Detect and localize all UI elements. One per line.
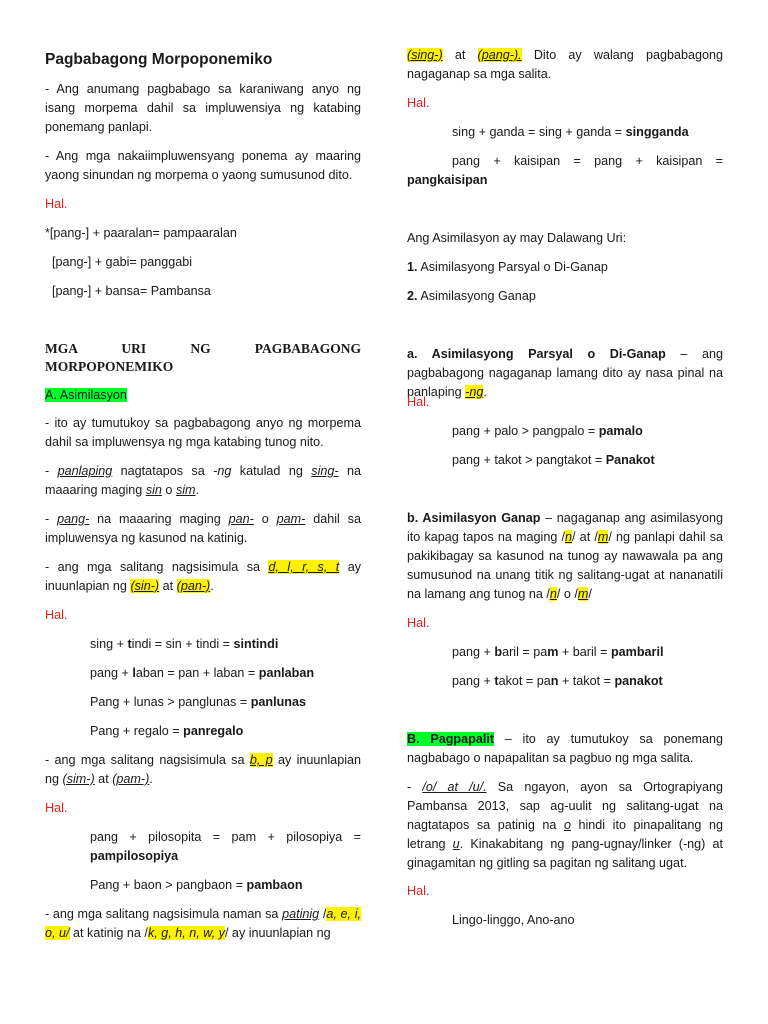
example-pampilosopiya-line1: pang + pilosopita = pam + pilosopiya = [90, 830, 361, 844]
hal-label: Hal. [45, 608, 68, 622]
hal-label: Hal. [407, 616, 430, 630]
example-panakot: pang + takot > pangtakot = Panakot [452, 453, 655, 467]
rule-dlrst: - ang mga salitang nagsisimula sa d, l, r, s, t ay inuunlapian ng (sin-) at (pan-). [45, 560, 361, 593]
rule-patinig: - ang mga salitang nagsisimula naman sa patinig /a, e, i, o, u/ at katinig na /k, g, h, n, w, y/ ay inuunlapian ng [45, 907, 361, 940]
example-singganda: sing + ganda = sing + ganda = singganda [452, 125, 689, 139]
dalawang-uri-heading: Ang Asimilasyon ay may Dalawang Uri: [407, 231, 627, 245]
hal-label: Hal. [407, 884, 430, 898]
example-sintindi: sing + tindi = sin + tindi = sintindi [90, 637, 279, 651]
example-2: [pang-] + gabi= panggabi [52, 255, 193, 269]
example-pangkaisipan-line1: pang + kaisipan = pang + kaisipan = [452, 154, 723, 168]
definition-2: - Ang mga nakaiimpluwensyang ponema ay maaring yaong sinundan ng morpema o yaong sumusunod dito. [45, 149, 361, 182]
rule-pang: - pang- na maaaring maging pan- o pam- dahil sa impluwensya ng kasunod na katinig. [45, 512, 361, 545]
section-heading-line1: MGA URI NG PAGBABAGONG [45, 341, 361, 356]
ganap-definition: b. Asimilasyon Ganap – nagaganap ang asimilasyong ito kapag tapos na maging /n/ at /m/ ng panlapi dahil sa pakikibagay sa kasunod na tunog ay nawawala pa ang sumusunod na unang titik ng salitang-ugat at nananatili na lamang ang tunog na /n/ o /m/ [407, 511, 723, 601]
section-heading-line2: MORPOPONEMIKO [45, 359, 174, 374]
example-pampilosopiya-result: pampilosopiya [90, 849, 179, 863]
definition-1: - Ang anumang pagbabago sa karaniwang anyo ng isang morpema dahil sa impluwensiya ng katabing ponemang panlapi. [45, 82, 361, 134]
pagpapalit-definition: B. Pagpapalit – ito ay tumutukoy sa ponemang nagbabago o napapalitan sa pagbuo ng mga salita. [407, 732, 723, 765]
hal-label: Hal. [45, 197, 68, 211]
hal-label: Hal. [407, 96, 430, 110]
parsyal-definition: a. Asimilasyong Parsyal o Di-Ganap – ang pagbabagong nagaganap lamang dito ay nasa pinal na panlaping -ng. [407, 347, 724, 399]
uri-2: 2. Asimilasyong Ganap [407, 289, 536, 303]
example-panlunas: Pang + lunas > panglunas = panlunas [90, 695, 306, 709]
hal-label: Hal. [45, 801, 68, 815]
example-1: *[pang-] + paaralan= pampaaralan [45, 226, 237, 240]
example-pambaon: Pang + baon > pangbaon = pambaon [90, 878, 303, 892]
ou-rule: - /o/ at /u/. Sa ngayon, ayon sa Ortograpiyang Pambansa 2013, sap ag-uulit ng salitang-ugat na nagtatapos sa patinig na o hindi ito pinapalitang ng letrang u. Kinakabitang ng pang-ugnay/linker (-ng) at ginagamitan ng gitling sa pagitan ng salitang ugat. [407, 780, 723, 870]
uri-1: 1. Asimilasyong Parsyal o Di-Ganap [407, 260, 608, 274]
continuation-sing-pang: (sing-) at (pang-). Dito ay walang pagbabagong nagaganap sa mga salita. [407, 48, 723, 81]
rule-sing: - panlaping nagtatapos sa -ng katulad ng sing- na maaaring maging sin o sim. [45, 464, 361, 497]
example-panregalo: Pang + regalo = panregalo [90, 724, 244, 738]
asimilasyon-definition: - ito ay tumutukoy sa pagbabagong anyo ng morpema dahil sa impluwensya ng mga katabing tunog nito. [45, 416, 361, 449]
hal-label: Hal. [407, 395, 430, 409]
rule-bp: - ang mga salitang nagsisimula sa b, p ay inuunlapian ng (sim-) at (pam-). [45, 753, 361, 786]
asimilasyon-label: A. Asimilasyon [45, 388, 127, 402]
example-3: [pang-] + bansa= Pambansa [52, 284, 211, 298]
example-panakot-ganap: pang + takot = pan + takot = panakot [452, 674, 663, 688]
example-panlaban: pang + laban = pan + laban = panlaban [90, 666, 315, 680]
example-pambaril: pang + baril = pam + baril = pambaril [452, 645, 664, 659]
page-title: Pagbabagong Morpoponemiko [45, 51, 273, 68]
example-pamalo: pang + palo > pangpalo = pamalo [452, 424, 643, 438]
example-pangkaisipan-result: pangkaisipan [407, 173, 488, 187]
example-lingo-linggo: Lingo-linggo, Ano-ano [452, 913, 575, 927]
asimilasyon-heading [45, 386, 361, 405]
